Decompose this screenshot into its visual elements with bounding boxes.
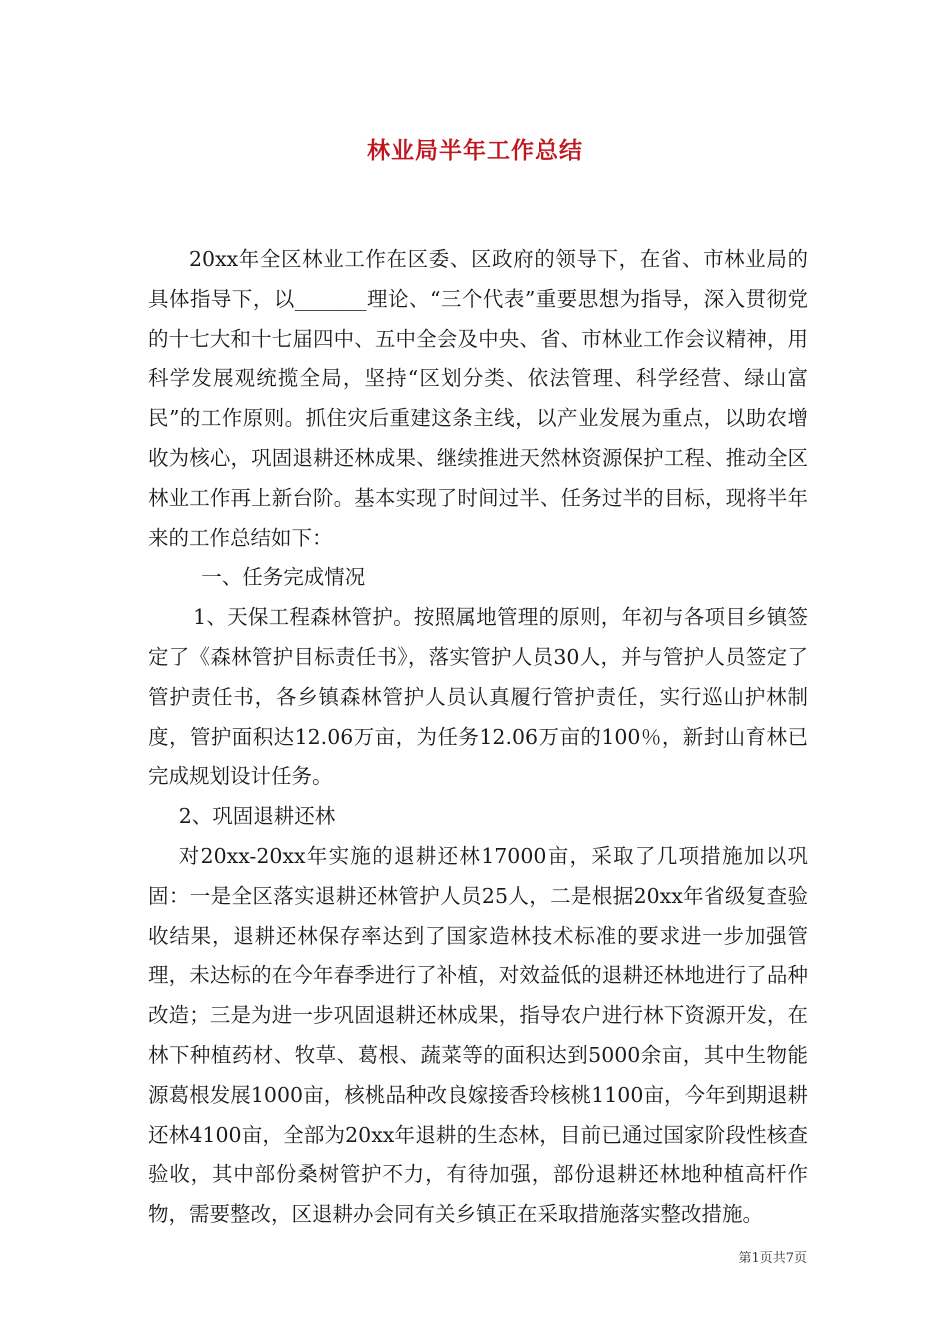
paragraph-reforestation-measures: 对20xx-20xx年实施的退耕还林17000亩，采取了几项措施加以巩固：一是全区落实退耕还林管护人员25人，二是根据20xx年省级复查验收结果，退耕还林保存率达到了国家造林技术标准的要求进一步加强管理，未达标的在今年春季进行了补植，对效益低的退耕还林地进行了品种改造；三是为进一步巩固退耕还林成果，指导农户进行林下资源开发，在林下种植药材、牧草、葛根、蔬菜等的面积达到5000余亩，其中生物能源葛根发展1000亩，核桃品种改良嫁接香玲核桃1100亩，今年到期退耕还林4100亩，全部为20xx年退耕的生态林，目前已通过国家阶段性核查验收，其中部份桑树管护不力，有待加强，部份退耕还林地种植高杆作物，需要整改，区退耕办会同有关乡镇正在采取措施落实整改措施。 <box>148 843 808 1227</box>
page-number: 第1页共7页 <box>738 1251 807 1266</box>
subheading-consolidate-reforestation: 2、巩固退耕还林 <box>178 804 336 829</box>
intro-paragraph: 20xx年全区林业工作在区委、区政府的领导下，在省、市林业局的具体指导下，以_______理论、“三个代表”重要思想为指导，深入贯彻党的十七大和十七届四中、五中全会及中央、省、市林业工作会议精神，用科学发展观统揽全局，坚持“区划分类、依法管理、科学经营、绿山富民”的工作原则。抓住灾后重建这条主线，以产业发展为重点，以助农增收为核心，巩固退耕还林成果、继续推进天然林资源保护工程、推动全区林业工作再上新台阶。基本实现了时间过半、任务过半的目标，现将半年来的工作总结如下： <box>148 247 808 550</box>
document-body <box>148 240 808 1235</box>
document-title: 林业局半年工作总结 <box>367 138 583 164</box>
paragraph-forest-protection: 1、天保工程森林管护。按照属地管理的原则，年初与各项目乡镇签定了《森林管护目标责任书》，落实管护人员30人，并与管护人员签定了管护责任书，各乡镇森林管护人员认真履行管护责任，实行巡山护林制度，管护面积达12.06万亩，为任务12.06万亩的100％，新封山育林已完成规划设计任务。 <box>148 605 808 789</box>
section-heading-task-completion: 一、任务完成情况 <box>201 565 366 590</box>
